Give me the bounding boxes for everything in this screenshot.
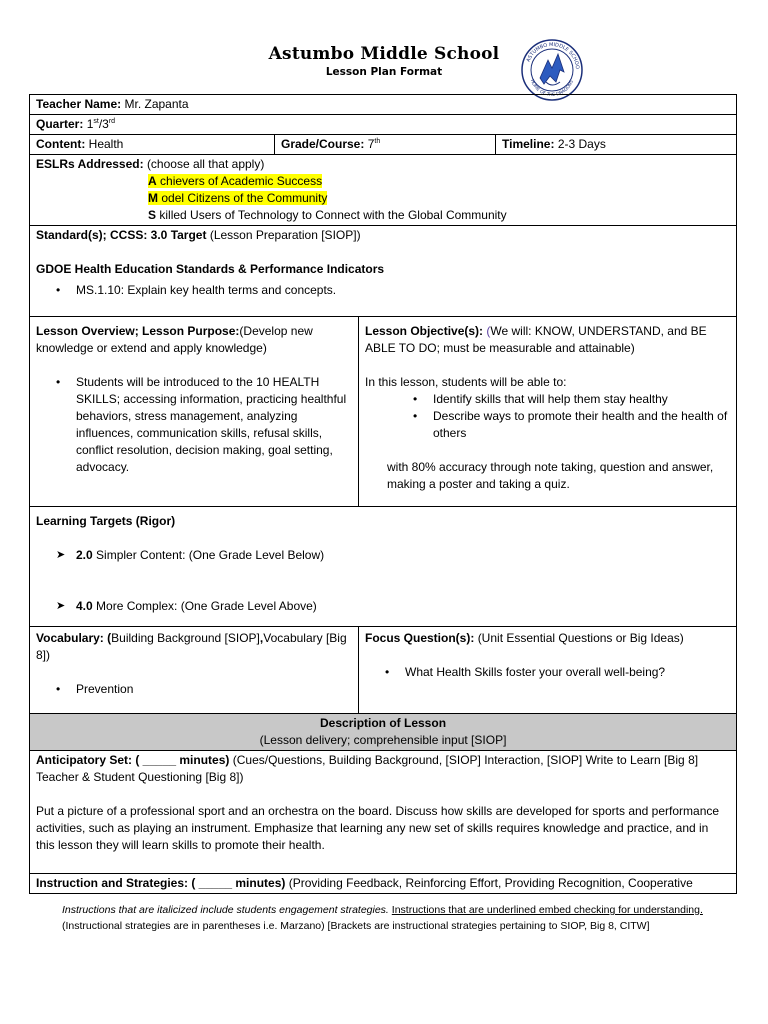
objective-item: • Describe ways to promote their health and the health of others xyxy=(393,408,730,442)
objective-item: • Identify skills that will help them stay healthy xyxy=(393,391,730,408)
quarter-label: Quarter: xyxy=(36,117,84,131)
objectives-intro: In this lesson, students will be able to: xyxy=(365,375,567,389)
eslr-item xyxy=(148,207,730,224)
description-note: (Lesson delivery; comprehensible input [SIOP] xyxy=(259,733,507,747)
eslrs-row xyxy=(30,155,737,226)
vocab-label-a: Vocabulary: ( xyxy=(36,631,112,645)
description-row xyxy=(30,714,737,751)
eslr-text: chievers of Academic Success xyxy=(160,174,323,188)
anticipatory-note: (Cues/Questions, Building Background, [SIOP] Interaction, [SIOP] Write to Learn [Big 8] Teacher & Student Questioning [Big 8]) xyxy=(36,753,699,784)
document-header xyxy=(0,44,768,78)
standards-label: Standard(s); CCSS: 3.0 Target xyxy=(36,228,207,242)
svg-text:ASTUMBO MIDDLE SCHOOL: ASTUMBO MIDDLE SCHOO xyxy=(525,41,581,70)
timeline-value: 2-3 Days xyxy=(557,137,606,151)
quarter-value-1: 1 xyxy=(86,117,94,131)
school-seal-logo xyxy=(520,38,584,102)
instruction-row xyxy=(30,874,737,894)
instruction-note: (Providing Feedback, Reinforcing Effort, Providing Recognition, Cooperative xyxy=(288,876,693,890)
target-level: 4.0 xyxy=(76,599,93,613)
target-text: More Complex: (One Grade Level Above) xyxy=(96,599,317,613)
objectives-note: We will: KNOW, UNDERSTAND, and BE ABLE TO DO; must be measurable and attainable) xyxy=(365,324,707,355)
school-name: Astumbo Middle School xyxy=(268,44,500,64)
objectives-accuracy: with 80% accuracy through note taking, question and answer, making a poster and taking a quiz. xyxy=(387,460,714,491)
target-text: Simpler Content: (One Grade Level Below) xyxy=(96,548,325,562)
grade-label: Grade/Course: xyxy=(281,137,365,151)
vocabulary-focus-row xyxy=(30,627,737,714)
eslrs-note: (choose all that apply) xyxy=(146,157,265,171)
objectives-label: Lesson Objective(s): xyxy=(365,324,484,338)
overview-item: • Students will be introduced to the 10 HEALTH SKILLS; accessing information, practicing healthful behaviors, stress management, analyzing influences, communication skills, refusal skills, conflict resolution, decision making, goal setting, advocacy. xyxy=(36,374,352,476)
overview-objectives-row xyxy=(30,317,737,507)
document-subtitle: Lesson Plan Format xyxy=(325,66,443,78)
quarter-row xyxy=(30,115,737,135)
focus-label: Focus Question(s): xyxy=(365,631,475,645)
anticipatory-row xyxy=(30,751,737,874)
targets-row xyxy=(30,507,737,627)
grade-sup: th xyxy=(374,138,381,145)
quarter-sep: /3 xyxy=(98,117,109,131)
footer-rest: (Instructional strategies are in parentheses i.e. Marzano) [Brackets are instructional strategies pertaining to SIOP, Big 8, CITW] xyxy=(62,920,650,932)
eslr-item xyxy=(148,190,730,207)
vocab-label-b: Building Background [SIOP] xyxy=(111,631,260,645)
eslr-letter: S xyxy=(148,208,157,222)
quarter-sup-1: st xyxy=(93,118,99,125)
overview-note: (Develop new knowledge or extend and apply knowledge) xyxy=(36,324,313,355)
footer-italic: Instructions that are italicized include students engagement strategies. xyxy=(62,904,389,916)
eslr-letter: A xyxy=(148,174,157,188)
grade-value: 7 xyxy=(367,137,375,151)
seal-motto: HOME OF THE DRAGONS xyxy=(528,78,575,99)
content-value: Health xyxy=(88,137,124,151)
teacher-row xyxy=(30,95,737,115)
description-title: Description of Lesson xyxy=(320,716,447,730)
vocab-label-c: , xyxy=(259,631,264,645)
eslr-text: killed Users of Technology to Connect with the Global Community xyxy=(159,208,507,222)
overview-label: Lesson Overview; Lesson Purpose: xyxy=(36,324,240,338)
teacher-value: Mr. Zapanta xyxy=(124,97,189,111)
eslr-item xyxy=(148,173,730,190)
footer-note xyxy=(62,902,712,934)
target-item xyxy=(36,547,730,564)
content-label: Content: xyxy=(36,137,86,151)
eslr-letter: M xyxy=(148,191,158,205)
teacher-label: Teacher Name: xyxy=(36,97,122,111)
standard-item: • MS.1.10: Explain key health terms and concepts. xyxy=(36,282,730,299)
timeline-label: Timeline: xyxy=(502,137,555,151)
lesson-plan-table xyxy=(29,94,737,894)
standards-note: (Lesson Preparation [SIOP]) xyxy=(209,228,361,242)
content-row xyxy=(30,135,737,155)
instruction-label: Instruction and Strategies: ( _____ minutes) xyxy=(36,876,286,890)
vocab-label-d: Vocabulary [Big 8]) xyxy=(36,631,347,662)
target-item xyxy=(36,598,730,615)
eslr-text: odel Citizens of the Community xyxy=(161,191,328,205)
quarter-sup-2: rd xyxy=(108,118,116,125)
target-level: 2.0 xyxy=(76,548,93,562)
vocabulary-item: • Prevention xyxy=(36,681,352,698)
objectives-paren: ( xyxy=(486,324,491,338)
anticipatory-label: Anticipatory Set: ( _____ minutes) xyxy=(36,753,230,767)
targets-label: Learning Targets (Rigor) xyxy=(36,514,176,528)
eslrs-label: ESLRs Addressed: xyxy=(36,157,144,171)
focus-item: • What Health Skills foster your overall well-being? xyxy=(365,664,730,681)
gdoe-title: GDOE Health Education Standards & Performance Indicators xyxy=(36,262,385,276)
standards-row xyxy=(30,226,737,317)
footer-underlined: Instructions that are underlined embed checking for understanding. xyxy=(391,904,703,916)
anticipatory-body: Put a picture of a professional sport and an orchestra on the board. Discuss how skills are developed for sports and performance activities, such as playing an instrument. Emphasize that learning any new set of skills requires knowledge and practice, and in this lesson they will learn skills to promote their health. xyxy=(36,804,720,852)
focus-note: (Unit Essential Questions or Big Ideas) xyxy=(477,631,684,645)
